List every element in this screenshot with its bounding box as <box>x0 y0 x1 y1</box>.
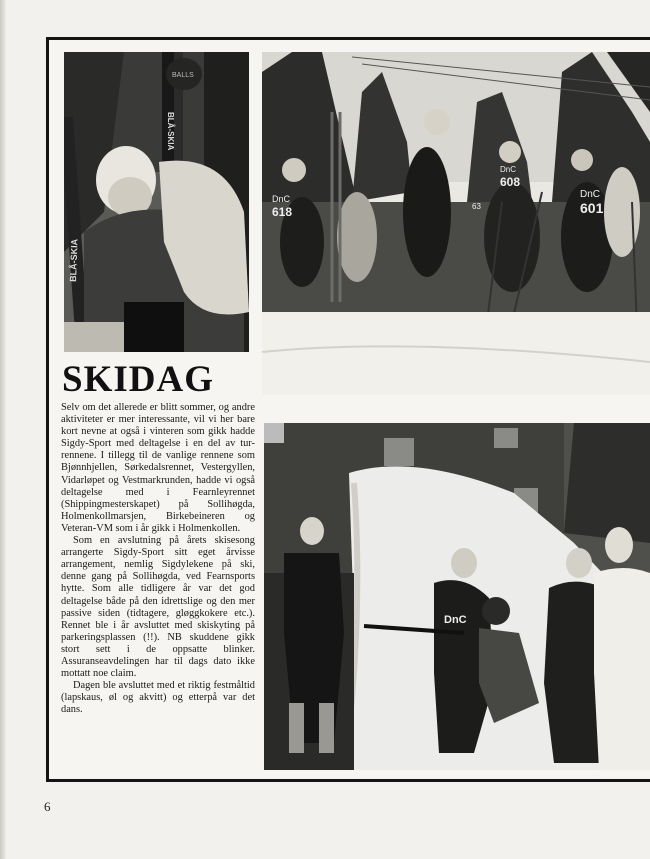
photo-skier-portrait <box>64 52 249 352</box>
article-body <box>61 402 255 716</box>
bib-number: 618 <box>272 205 293 219</box>
photo-biathlon <box>264 423 650 770</box>
bib-logo: DnC <box>272 194 291 204</box>
bib-logo: DnC <box>500 165 517 174</box>
helmet-text: BALLS <box>172 72 194 79</box>
ski-brand-text-2: BLÅ-SKIA <box>166 112 175 151</box>
article-headline: SKIDAG <box>62 359 214 400</box>
bib-logo: DnC <box>580 189 601 200</box>
page-edge <box>0 0 6 859</box>
page-number: 6 <box>44 799 51 814</box>
bib-number: 63 <box>472 202 481 211</box>
article-paragraph: Som en avslutning på årets skisesong arrangerte Sigdy-Sport sitt eget årvisse arrangement, nemlig Sigdylekene på ski, denne gang på Sollihøgda, ved Fearnsports hytte. Som alle tidligere år var det god deltagelse både på den idrettslige og den mer passive siden (tidtagere, gløggkokere etc.). Rennet ble i år avsluttet med skiskyting på parkeringsplassen (!!). NB skuddene gikk stort sett i de oppsatte blinker. Assuranseavdelingen har til dags dato ikke mottatt noe claim. <box>61 535 255 680</box>
article-paragraph: Selv om det allerede er blitt sommer, og andre aktiviteter er mer interessante, vil vi her bare kort nevne at også i vinteren som gikk hadde Sigdy-Sport med deltagelse i en del av tur-rennene. I tillegg til de vanlige rennene som Bjønnhjellen, Sørkedalsrennet, Vestergyllen, Vidarløpet og Vestmarkrunden, hadde vi også deltagelse med i Fearnleyrennet (Shippingmesterskapet) på Sollihøgda, Holmenkollmarsjen, Birkebeineren og Veteran-VM som i år gikk i Holmenkollen. <box>61 402 255 534</box>
jacket-logo: DnC <box>444 614 467 626</box>
bib-number: 608 <box>500 175 521 189</box>
article-paragraph: Dagen ble avsluttet med et riktig festmåltid (lapskaus, øl og akvitt) og etterpå var det dans. <box>61 680 255 716</box>
bib-number: 601 <box>580 200 604 216</box>
photo-race-start <box>262 52 650 395</box>
ski-brand-text: BLÅ-SKIA <box>68 238 80 283</box>
